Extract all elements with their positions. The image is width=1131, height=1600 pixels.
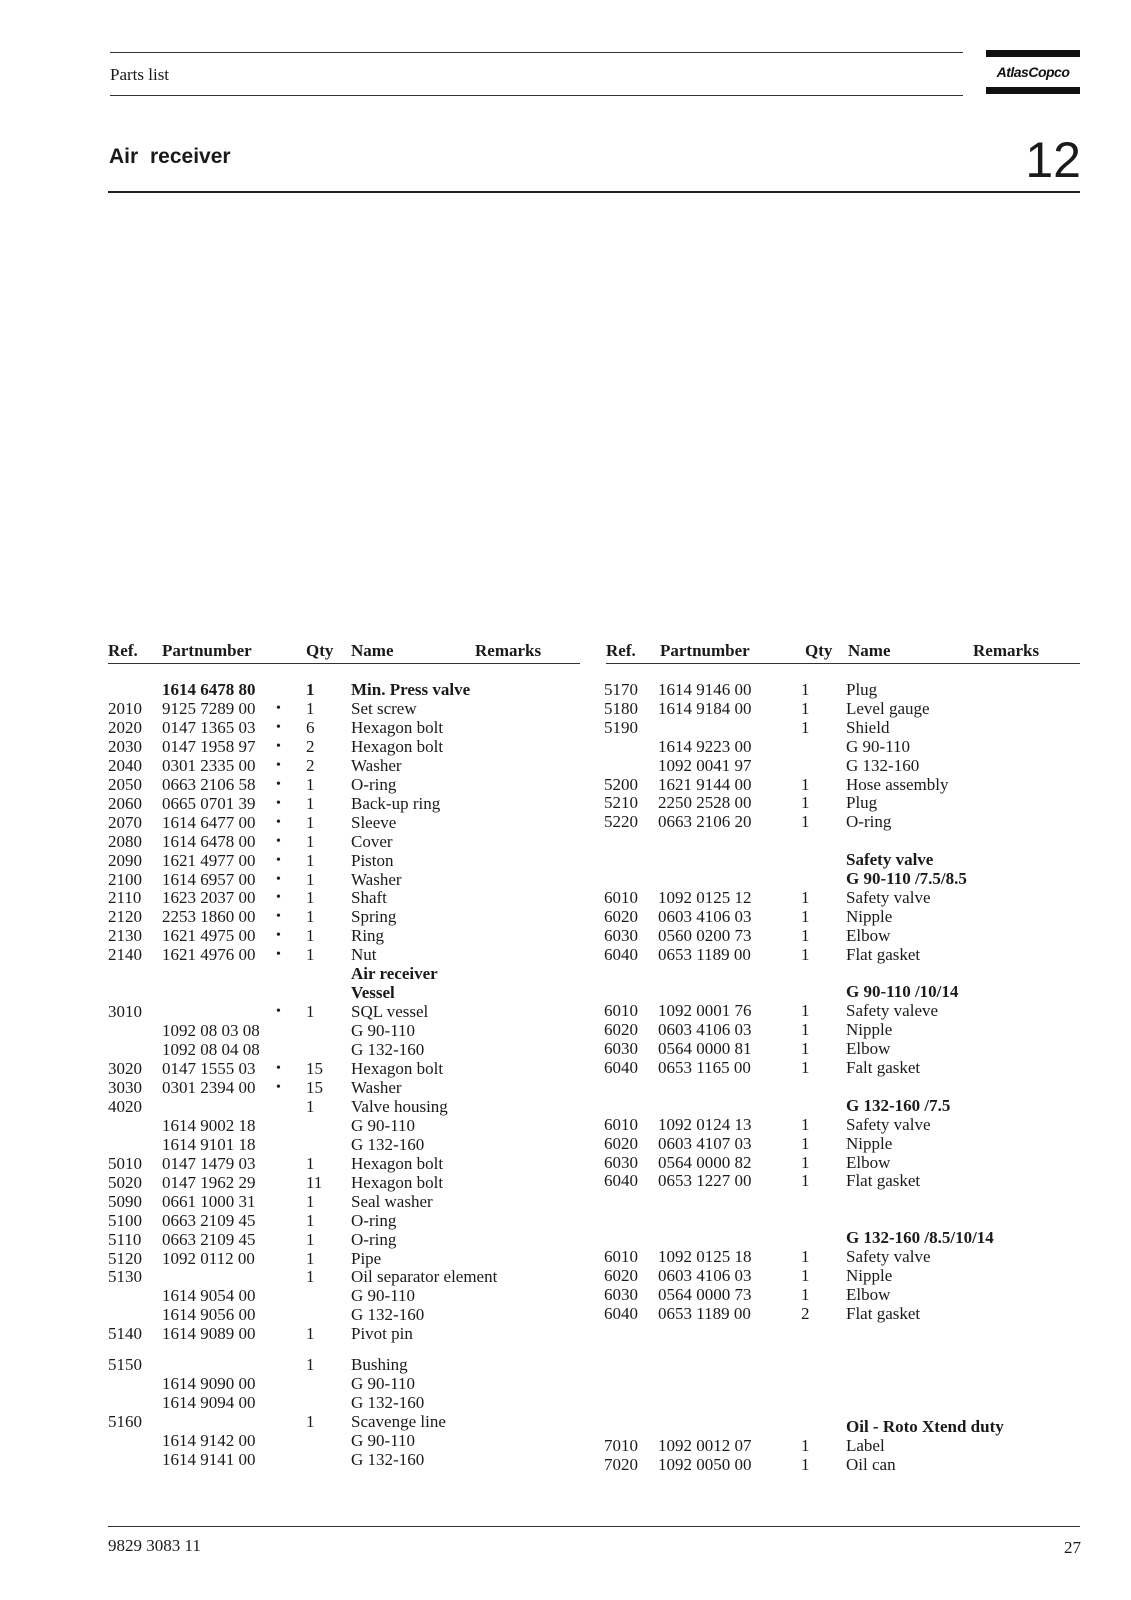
qty-cell: 11 xyxy=(306,1172,323,1192)
part-number-cell: 0147 1479 03 xyxy=(162,1153,256,1173)
ref-cell: 2070 xyxy=(108,812,142,832)
ref-cell: 6030 xyxy=(604,1152,638,1172)
qty-cell: 1 xyxy=(801,1265,810,1285)
name-cell: Shield xyxy=(846,717,890,737)
service-kit-bullet: • xyxy=(276,738,281,754)
qty-cell: 15 xyxy=(306,1077,323,1097)
name-cell: G 132-160 xyxy=(351,1040,425,1060)
part-number-cell: 0564 0000 82 xyxy=(658,1152,752,1172)
name-cell: G 132-160 xyxy=(351,1134,425,1154)
name-cell: Hexagon bolt xyxy=(351,717,444,737)
part-number-cell: 0603 4107 03 xyxy=(658,1133,752,1153)
part-number-cell: 0663 2106 20 xyxy=(658,812,752,832)
name-cell: O-ring xyxy=(351,774,397,794)
name-cell: Level gauge xyxy=(846,698,930,718)
ref-cell: 5090 xyxy=(108,1191,142,1211)
name-cell: G 90-110 xyxy=(351,1431,416,1451)
qty-cell: 1 xyxy=(306,1191,315,1211)
service-kit-bullet: • xyxy=(276,909,281,925)
name-cell: Elbow xyxy=(846,1284,891,1304)
qty-cell: 2 xyxy=(801,1303,810,1323)
ref-cell: 2100 xyxy=(108,869,142,889)
qty-cell: 1 xyxy=(801,944,810,964)
ref-cell: 2050 xyxy=(108,774,142,794)
qty-cell: 1 xyxy=(801,1454,810,1474)
name-cell: Piston xyxy=(351,850,394,870)
figure-area xyxy=(108,200,1080,620)
part-number-cell: 1092 0050 00 xyxy=(658,1454,752,1474)
part-number-cell: 1614 6478 00 xyxy=(162,831,256,851)
name-cell: Valve housing xyxy=(351,1096,448,1116)
name-cell: Air receiver xyxy=(351,964,438,984)
service-kit-bullet: • xyxy=(276,871,281,887)
service-kit-bullet: • xyxy=(276,776,281,792)
name-cell: Oil can xyxy=(846,1454,896,1474)
qty-cell: 1 xyxy=(306,945,315,965)
part-number-cell: 1614 9002 18 xyxy=(162,1115,256,1135)
service-kit-bullet: • xyxy=(276,814,281,830)
ref-cell: 6030 xyxy=(604,1039,638,1059)
name-cell: G 90-110 xyxy=(351,1286,416,1306)
service-kit-bullet: • xyxy=(276,852,281,868)
service-kit-bullet: • xyxy=(276,757,281,773)
name-cell: Spring xyxy=(351,907,397,927)
part-number-cell: 1614 9142 00 xyxy=(162,1431,256,1451)
qty-cell: 1 xyxy=(801,887,810,907)
qty-cell: 1 xyxy=(306,1096,315,1116)
part-number-cell: 0653 1189 00 xyxy=(658,1303,751,1323)
part-number-cell: 1092 0012 07 xyxy=(658,1436,752,1455)
service-kit-bullet: • xyxy=(276,1004,281,1020)
ref-cell: 5160 xyxy=(108,1412,142,1432)
qty-cell: 1 xyxy=(306,793,315,813)
service-kit-bullet: • xyxy=(276,719,281,735)
part-number-cell: 1614 9090 00 xyxy=(162,1374,256,1394)
qty-cell: 1 xyxy=(306,1210,315,1230)
name-cell: Pipe xyxy=(351,1248,382,1268)
name-cell: Nipple xyxy=(846,1133,893,1153)
ref-cell: 6020 xyxy=(604,1133,638,1153)
name-cell: Safety valeve xyxy=(846,1001,939,1021)
part-number-cell: 0301 2335 00 xyxy=(162,755,256,775)
part-number-cell: 1614 9094 00 xyxy=(162,1393,256,1413)
qty-cell: 1 xyxy=(306,1248,315,1268)
header-label: Parts list xyxy=(110,65,170,84)
ref-cell: 3030 xyxy=(108,1077,142,1097)
name-cell: Washer xyxy=(351,869,402,889)
qty-cell: 1 xyxy=(801,1171,810,1191)
qty-cell: 1 xyxy=(801,1001,810,1021)
qty-cell: 1 xyxy=(801,1020,810,1040)
part-number-cell: 0653 1227 00 xyxy=(658,1171,752,1191)
ref-cell: 4020 xyxy=(108,1096,142,1116)
ref-cell: 5100 xyxy=(108,1210,142,1230)
page-number: 27 xyxy=(1064,1538,1081,1557)
qty-cell: 1 xyxy=(801,812,810,832)
name-cell: Seal washer xyxy=(351,1191,433,1211)
qty-cell: 1 xyxy=(801,1436,810,1455)
ref-cell: 2110 xyxy=(108,888,142,908)
qty-cell: 1 xyxy=(801,774,810,794)
name-cell: Hexagon bolt xyxy=(351,1153,444,1173)
ref-cell: 2140 xyxy=(108,945,142,965)
name-cell: Hexagon bolt xyxy=(351,736,444,756)
part-number-cell: 1092 08 04 08 xyxy=(162,1040,260,1060)
part-number-cell: 0147 1958 97 xyxy=(162,736,256,756)
left-col-ref: Ref. xyxy=(108,641,138,660)
name-cell: O-ring xyxy=(351,1229,397,1249)
ref-cell: 2020 xyxy=(108,717,142,737)
qty-cell: 1 xyxy=(306,774,315,794)
qty-cell: 1 xyxy=(801,1039,810,1059)
qty-cell: 1 xyxy=(306,869,315,889)
ref-cell: 2120 xyxy=(108,907,142,927)
part-number-cell: 1614 9054 00 xyxy=(162,1286,256,1306)
ref-cell: 5020 xyxy=(108,1172,142,1192)
name-cell: G 90-110 /7.5/8.5 xyxy=(846,869,967,888)
part-number-cell: 0663 2106 58 xyxy=(162,774,256,794)
part-number-cell: 1614 9223 00 xyxy=(658,736,752,756)
qty-cell: 2 xyxy=(306,755,315,775)
name-cell: Safety valve xyxy=(846,1247,931,1266)
name-cell: Falt gasket xyxy=(846,1058,921,1077)
qty-cell: 1 xyxy=(801,698,810,718)
part-number-cell: 1092 08 03 08 xyxy=(162,1021,260,1041)
service-kit-bullet: • xyxy=(276,795,281,811)
ref-cell: 2090 xyxy=(108,850,142,870)
left-col-name: Name xyxy=(351,641,394,660)
qty-cell: 1 xyxy=(801,1114,810,1134)
part-number-cell: 1614 9089 00 xyxy=(162,1324,256,1344)
ref-cell: 5120 xyxy=(108,1248,142,1268)
name-cell: Nut xyxy=(351,945,377,965)
name-cell: Min. Press valve xyxy=(351,680,471,699)
ref-cell: 5200 xyxy=(604,774,638,794)
name-cell: G 132-160 xyxy=(846,755,920,775)
name-cell: Nipple xyxy=(846,906,893,926)
part-number-cell: 0665 0701 39 xyxy=(162,793,256,813)
ref-cell: 5220 xyxy=(604,812,638,832)
qty-cell: 1 xyxy=(801,1247,810,1266)
part-number-cell: 0560 0200 73 xyxy=(658,925,752,945)
header-bottom-rule xyxy=(110,95,963,96)
footer-rule xyxy=(108,1526,1080,1527)
left-header-rule xyxy=(108,663,580,664)
part-number-cell: 1621 4976 00 xyxy=(162,945,256,965)
ref-cell: 3020 xyxy=(108,1059,142,1078)
right-col-remarks: Remarks xyxy=(973,641,1040,660)
qty-cell: 1 xyxy=(801,1058,810,1077)
part-number-cell: 1614 9184 00 xyxy=(658,698,752,718)
chapter-number: 12 xyxy=(1025,132,1081,188)
name-cell: O-ring xyxy=(846,812,892,832)
header-top-rule xyxy=(110,52,963,53)
left-col-part: Partnumber xyxy=(162,641,252,660)
name-cell: G 90-110 xyxy=(351,1374,416,1394)
name-cell: Sleeve xyxy=(351,812,397,832)
right-col-name: Name xyxy=(848,641,891,660)
service-kit-bullet: • xyxy=(276,700,281,716)
part-number-cell: 0301 2394 00 xyxy=(162,1077,256,1097)
qty-cell: 1 xyxy=(801,1133,810,1153)
name-cell: Flat gasket xyxy=(846,944,921,964)
part-number-cell: 1092 0041 97 xyxy=(658,755,752,775)
name-cell: Plug xyxy=(846,680,878,699)
part-number-cell: 0147 1555 03 xyxy=(162,1059,256,1078)
name-cell: Ring xyxy=(351,926,385,946)
name-cell: G 132-160 /7.5 xyxy=(846,1095,951,1115)
qty-cell: 1 xyxy=(306,698,315,718)
ref-cell: 6010 xyxy=(604,1247,638,1266)
name-cell: Set screw xyxy=(351,698,417,718)
ref-cell: 6040 xyxy=(604,1303,638,1323)
right-col-part: Partnumber xyxy=(660,641,750,660)
ref-cell: 5150 xyxy=(108,1355,142,1375)
qty-cell: 1 xyxy=(801,717,810,737)
ref-cell: 2030 xyxy=(108,736,142,756)
name-cell: G 132-160 xyxy=(351,1305,425,1325)
qty-cell: 1 xyxy=(306,1229,315,1249)
part-number-cell: 1614 9141 00 xyxy=(162,1450,256,1469)
qty-cell: 1 xyxy=(306,1267,315,1287)
name-cell: Cover xyxy=(351,831,393,851)
name-cell: SQL vessel xyxy=(351,1002,429,1022)
part-number-cell: 0147 1365 03 xyxy=(162,717,256,737)
part-number-cell: 1623 2037 00 xyxy=(162,888,256,908)
part-number-cell: 1614 9056 00 xyxy=(162,1305,256,1325)
ref-cell: 6030 xyxy=(604,925,638,945)
right-col-qty: Qty xyxy=(805,641,833,660)
service-kit-bullet: • xyxy=(276,947,281,963)
name-cell: Elbow xyxy=(846,1039,891,1059)
name-cell: Safety valve xyxy=(846,1114,931,1134)
qty-cell: 1 xyxy=(306,926,315,946)
page-title: Air receiver xyxy=(109,145,231,168)
part-number-cell: 0603 4106 03 xyxy=(658,1020,752,1040)
qty-cell: 2 xyxy=(306,736,315,756)
part-number-cell: 1614 9146 00 xyxy=(658,680,752,699)
part-number-cell: 0663 2109 45 xyxy=(162,1229,256,1249)
ref-cell: 7020 xyxy=(604,1454,638,1474)
qty-cell: 1 xyxy=(306,831,315,851)
name-cell: Flat gasket xyxy=(846,1303,921,1323)
name-cell: Nipple xyxy=(846,1265,893,1285)
title-rule xyxy=(108,191,1080,193)
ref-cell: 6020 xyxy=(604,1265,638,1285)
left-col-remarks: Remarks xyxy=(475,641,542,660)
name-cell: G 90-110 xyxy=(846,736,911,756)
qty-cell: 1 xyxy=(306,1153,315,1173)
name-cell: Safety valve xyxy=(846,850,934,870)
ref-cell: 2060 xyxy=(108,793,142,813)
qty-cell: 1 xyxy=(801,1284,810,1304)
name-cell: Shaft xyxy=(351,888,387,908)
document-number: 9829 3083 11 xyxy=(108,1536,201,1555)
qty-cell: 1 xyxy=(801,925,810,945)
part-number-cell: 2253 1860 00 xyxy=(162,907,256,927)
part-number-cell: 1621 9144 00 xyxy=(658,774,752,794)
qty-cell: 6 xyxy=(306,717,315,737)
part-number-cell: 1092 0124 13 xyxy=(658,1114,752,1134)
name-cell: Elbow xyxy=(846,925,891,945)
name-cell: Label xyxy=(846,1436,885,1455)
qty-cell: 1 xyxy=(306,680,315,699)
name-cell: Safety valve xyxy=(846,887,931,907)
name-cell: Scavenge line xyxy=(351,1412,446,1432)
name-cell: Bushing xyxy=(351,1355,408,1375)
name-cell: G 90-110 xyxy=(351,1115,416,1135)
name-cell: Washer xyxy=(351,755,402,775)
service-kit-bullet: • xyxy=(276,1061,281,1076)
part-number-cell: 1614 9101 18 xyxy=(162,1134,256,1154)
name-cell: Hexagon bolt xyxy=(351,1059,444,1078)
ref-cell: 6010 xyxy=(604,1001,638,1021)
ref-cell: 6020 xyxy=(604,1020,638,1040)
part-number-cell: 1092 0125 12 xyxy=(658,887,752,907)
qty-cell: 1 xyxy=(801,793,810,813)
ref-cell: 6030 xyxy=(604,1284,638,1304)
name-cell: G 90-110 /10/14 xyxy=(846,982,959,1002)
ref-cell: 2040 xyxy=(108,755,142,775)
part-number-cell: 1092 0001 76 xyxy=(658,1001,752,1021)
part-number-cell: 1621 4975 00 xyxy=(162,926,256,946)
ref-cell: 6020 xyxy=(604,906,638,926)
qty-cell: 1 xyxy=(306,1002,315,1022)
ref-cell: 6010 xyxy=(604,887,638,907)
part-number-cell: 0663 2109 45 xyxy=(162,1210,256,1230)
name-cell: Plug xyxy=(846,793,878,813)
part-number-cell: 0603 4106 03 xyxy=(658,906,752,926)
qty-cell: 15 xyxy=(306,1059,323,1078)
name-cell: Washer xyxy=(351,1077,402,1097)
ref-cell: 2130 xyxy=(108,926,142,946)
qty-cell: 1 xyxy=(801,680,810,699)
name-cell: Back-up ring xyxy=(351,793,441,813)
name-cell: Hexagon bolt xyxy=(351,1172,444,1192)
ref-cell: 6040 xyxy=(604,944,638,964)
ref-cell: 5210 xyxy=(604,793,638,813)
part-number-cell: 9125 7289 00 xyxy=(162,698,256,718)
ref-cell: 5010 xyxy=(108,1153,142,1173)
ref-cell: 2080 xyxy=(108,831,142,851)
ref-cell: 5130 xyxy=(108,1267,142,1287)
ref-cell: 6010 xyxy=(604,1114,638,1134)
part-number-cell: 0653 1189 00 xyxy=(658,944,751,964)
part-number-cell: 1614 6477 00 xyxy=(162,812,256,832)
ref-cell: 5170 xyxy=(604,680,638,699)
ref-cell: 5110 xyxy=(108,1229,142,1249)
part-number-cell: 1092 0112 00 xyxy=(162,1248,255,1268)
qty-cell: 1 xyxy=(306,1355,315,1375)
left-col-qty: Qty xyxy=(306,641,334,660)
service-kit-bullet: • xyxy=(276,928,281,944)
ref-cell: 6040 xyxy=(604,1171,638,1191)
ref-cell: 5140 xyxy=(108,1324,142,1344)
name-cell: O-ring xyxy=(351,1210,397,1230)
qty-cell: 1 xyxy=(306,812,315,832)
part-number-cell: 0147 1962 29 xyxy=(162,1172,256,1192)
name-cell: Hose assembly xyxy=(846,774,949,794)
service-kit-bullet: • xyxy=(276,890,281,906)
name-cell: Flat gasket xyxy=(846,1171,921,1191)
service-kit-bullet: • xyxy=(276,1079,281,1095)
name-cell: Oil separator element xyxy=(351,1267,498,1287)
qty-cell: 1 xyxy=(306,1324,315,1344)
part-number-cell: 1614 6478 80 xyxy=(162,680,256,699)
ref-cell: 5190 xyxy=(604,717,638,737)
atlas-copco-logo: AtlasCopco xyxy=(986,50,1080,94)
part-number-cell: 1621 4977 00 xyxy=(162,850,256,870)
name-cell: Nipple xyxy=(846,1020,893,1040)
qty-cell: 1 xyxy=(306,850,315,870)
qty-cell: 1 xyxy=(306,888,315,908)
right-col-ref: Ref. xyxy=(606,641,636,660)
name-cell: G 132-160 /8.5/10/14 xyxy=(846,1228,994,1248)
right-header-rule xyxy=(606,663,1080,664)
part-number-cell: 0603 4106 03 xyxy=(658,1265,752,1285)
name-cell: G 132-160 xyxy=(351,1393,425,1413)
name-cell: Oil - Roto Xtend duty xyxy=(846,1417,1004,1437)
part-number-cell: 2250 2528 00 xyxy=(658,793,752,813)
ref-cell: 2010 xyxy=(108,698,142,718)
part-number-cell: 0564 0000 73 xyxy=(658,1284,752,1304)
part-number-cell: 1614 6957 00 xyxy=(162,869,256,889)
ref-cell: 7010 xyxy=(604,1436,638,1455)
name-cell: G 132-160 xyxy=(351,1450,425,1469)
qty-cell: 1 xyxy=(801,906,810,926)
service-kit-bullet: • xyxy=(276,833,281,849)
part-number-cell: 1092 0125 18 xyxy=(658,1247,752,1266)
name-cell: G 90-110 xyxy=(351,1021,416,1041)
qty-cell: 1 xyxy=(801,1152,810,1172)
name-cell: Pivot pin xyxy=(351,1324,413,1344)
ref-cell: 6040 xyxy=(604,1058,638,1077)
qty-cell: 1 xyxy=(306,1412,315,1432)
part-number-cell: 0564 0000 81 xyxy=(658,1039,752,1059)
name-cell: Vessel xyxy=(351,983,395,1003)
ref-cell: 5180 xyxy=(604,698,638,718)
ref-cell: 3010 xyxy=(108,1002,142,1022)
qty-cell: 1 xyxy=(306,907,315,927)
part-number-cell: 0661 1000 31 xyxy=(162,1191,256,1211)
part-number-cell: 0653 1165 00 xyxy=(658,1058,751,1077)
name-cell: Elbow xyxy=(846,1152,891,1172)
